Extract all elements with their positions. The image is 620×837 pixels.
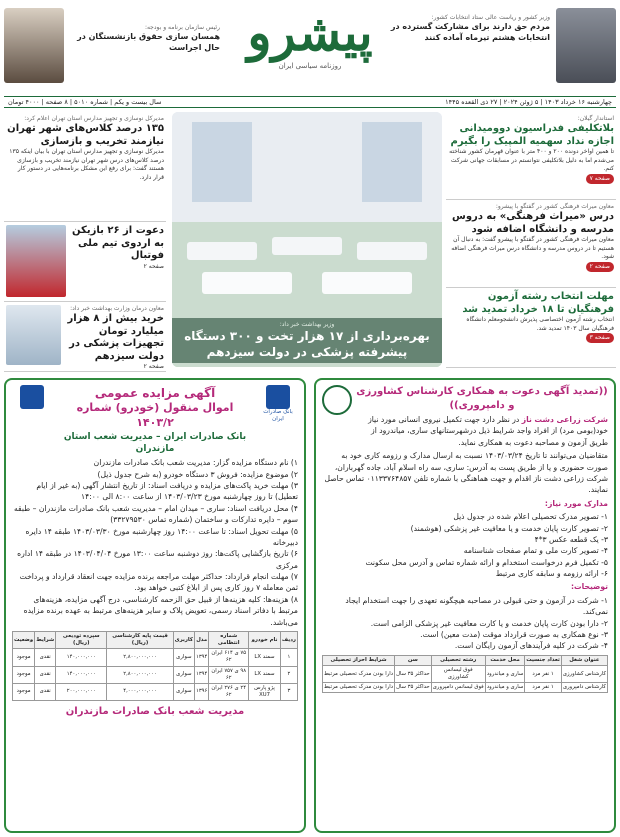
- vehicles-table: ردیف نام خودرو شماره انتظامی مدل کاربری قیمت پایه کارشناسی (ریال) سپرده تودیعی (ریال) شرایط وضعیت ۱ سمند LX ۷۵ ی ۶۱۴ ایران ۶۲ ۱۳۹۴ سواری ۲,۸۰۰,۰۰۰,۰۰۰ ۱۴۰,۰۰۰,۰۰۰ نقدی موجود ۲ سمند LX ۹۸ ی ۷۵۷ ایران ۶۲ ۱۳۹۴ سواری ۲,۸۰۰,۰۰۰,۰۰۰ ۱۴۰,۰۰۰,۰۰۰ نقدی موجود ۳ پژو پارس XU7 ۲۴ ی ۲۷۶ ایران ۶۲ ۱۳۹۶ سواری ۴,۰۰۰,۰۰۰,۰۰۰ ۲۰۰,۰۰۰,۰۰۰ نقدی موجود: [12, 631, 298, 701]
- notes-list: ۱- شرکت در آزمون و حتی قبولی در مصاحبه هیچگونه تعهدی را جهت استخدام ایجاد نمی‌کند. ۲- دارا بودن کارت پایان خدمت و یا کارت معافیت غیر پزشکی الزامی است. ۳- نوع همکاری به صورت قرارداد موقت (مدت معین) است. ۴- شرکت در کلیه فرآیندهای آزمون رایگان است.: [345, 595, 608, 651]
- main-headline: بهره‌برداری از ۱۷ هزار تخت و ۳۰۰ دستگاه پیشرفته پزشکی در دولت سیزدهم: [184, 329, 430, 359]
- page-badge: صفحه ۲: [586, 262, 614, 272]
- headline: خرید بیش از ۸ هزار میلیارد تومان تجهیزات پزشکی در دولت سیزدهم: [67, 313, 164, 362]
- center-caption[interactable]: وزیر بهداشت خبر داد: بهره‌برداری از ۱۷ هزار تخت و ۳۰۰ دستگاه پیشرفته پزشکی در دولت سیزدهم: [172, 318, 442, 363]
- news-item[interactable]: معاون درمان وزارت بهداشت خبر داد: خرید بیش از ۸ هزار میلیارد تومان تجهیزات پزشکی در دولت سیزدهم صفحه ۲: [4, 302, 166, 372]
- masthead-left-title: همسان سازی حقوق بازنشستگان در حال اجراست: [77, 32, 220, 52]
- auction-ad[interactable]: بانک صادرات ایران آگهی مزایده عمومی اموال منقول (خودرو) شماره ۱۴۰۳/۲ بانک صادرات ایران – مدیریت شعب استان مازندران ۱) نام دستگاه مزایده گزار: مدیریت شعب بانک صادرات مازندران ۲) موضوع مزایده: فروش ۳ دستگاه خودرو (به شرح جدول ذیل) ۳) مهلت خرید پاکت‌های مزایده و دریافت اسناد: از تاریخ انتشار آگهی (به غیر از ایام تعطیل) تا روز چهارشنبه مورخ ۱۴۰۳/۰۳/۲۳ از ساعت ۸:۰۰ الی ۱۴:۰۰ ۴) محل دریافت اسناد: ساری – میدان امام – مدیریت شعب بانک صادرات مازندران – طبقه سوم – دایره تدارکات و ساختمان (شماره تماس ۳۳۲۷۹۵۳۰) ۵) مهلت تحویل اسناد: تا ساعت ۱۴:۰۰ روز چهارشنبه مورخ ۱۴۰۳/۰۳/۳۰ طبقه ۱۴ دایره دبیرخانه ۶) تاریخ بازگشایی پاکت‌ها: روز دوشنبه ساعت ۱۳:۰۰ مورخ ۱۴۰۳/۰۴/۰۴ در طبقه ۱۴ اداره مرکزی ۷) مهلت انجام قرارداد: حداکثر مهلت مراجعه برنده مزایده جهت انعقاد قرارداد و پرداخت ثمن معامله ۷ روز کاری پس از ابلاغ کتبی خواهد بود. ۸) هزینه‌ها: کلیه هزینه‌ها از قبیل حق الزحمه کارشناسی، درج آگهی مزایده، هزینه‌های مرتبط با دفاتر اسناد رسمی، تعویض پلاک و سایر هزینه‌های مرتبط به عهده برنده مزایده می‌باشد. ردیف نام خودرو شماره انتظامی مدل کاربری قیمت پایه کارشناسی (ریال) سپرده تودیعی (ریال) شرایط وضعیت ۱ سمند LX ۷۵ ی ۶۱۴ ایران ۶۲ ۱۳۹۴ سواری ۲,۸۰۰,۰۰۰,۰۰۰ ۱۴۰,۰۰۰,۰۰۰ نقدی موجود ۲ سمند LX ۹۸ ی ۷۵۷ ایران ۶۲ ۱۳۹۴ سواری ۲,۸۰۰,۰۰۰,۰۰۰ ۱۴۰,۰۰۰,۰۰۰ نقدی موجود ۳ پژو پارس XU7 ۲۴ ی ۲۷۶ ایران ۶۲ ۱۳۹۶ سواری ۴,۰۰۰,۰۰۰,۰۰۰ ۲۰۰,۰۰۰,۰۰۰ نقدی موجود مدیریت شعب بانک صادرات مازندران: [4, 378, 306, 833]
- masthead-right-title: مردم حق دارند برای مشارکت گسترده در انتخابات هشتم تیرماه آماده کنند: [390, 22, 550, 42]
- masthead-right-kicker: وزیر کشور و ریاست عالی ستاد انتخابات کشور:: [431, 14, 550, 21]
- logo: [235, 4, 385, 84]
- news-item[interactable]: دعوت از ۲۶ بازیکن به اردوی تیم ملی فوتبال صفحه ۲: [4, 222, 166, 302]
- page-badge: صفحه ۷: [586, 174, 614, 184]
- bank-logo-icon: [20, 385, 44, 409]
- football-team-photo: [6, 225, 66, 297]
- company-name: شرکت زراعی دشت ناز: [521, 415, 608, 424]
- table-row: کارشناس دامپروری ۱ نفر مرد ساری و میاندرود فوق لیسانس دامپروری حداکثر ۳۵ سال دارا بودن مدرک تحصیلی مرتبط: [323, 683, 608, 693]
- issue-text: سال بیست و یکم | شماره ۵۰۱۰ | ۸ صفحه | ۴۰۰۰ تومان: [8, 97, 162, 106]
- masthead-left-kicker: رئیس سازمان برنامه و بودجه:: [144, 24, 220, 31]
- headline: بلاتکلیفی فدراسیون دوومیدانی اجازه نداد سهمیه المپیک را بگیرم: [450, 123, 614, 147]
- ad-title: آگهی مزایده عمومی: [94, 386, 216, 400]
- news-item[interactable]: مدیرکل نوسازی و تجهیز مدارس استان تهران اعلام کرد: ۱۳۵ درصد کلاس‌های شهر تهران نیازمند تخریب و بازسازی مدیرکل نوسازی و تجهیز مدارس استان تهران با بیان اینکه ۱۳۵ درصد کلاس‌های درس شهر تهران نیازمند تخریب و بازسازی هستند گفت: برای رفع این مشکل برنامه‌هایی در دستور کار قرار دارد.: [4, 112, 166, 222]
- news-item[interactable]: معاون میراث فرهنگی کشور در گفتگو با پیشرو: درس «میراث فرهنگی» به دروس مدرسه و دانشگاه اضافه شود معاون میراث فرهنگی کشور در گفتگو با پیشرو گفت: به دنبال آن هستیم تا در دروس مدرسه و دانشگاه درس میراث فرهنگی اضافه شود. صفحه ۲: [446, 200, 616, 288]
- headline: ۱۳۵ درصد کلاس‌های شهر تهران نیازمند تخریب و بازسازی: [7, 123, 164, 147]
- ad-footer: مدیریت شعب بانک صادرات مازندران: [65, 706, 245, 718]
- ad-title: ((تمدید آگهی دعوت به همکاری کارشناس کشاورزی و دامپروری)): [356, 386, 608, 411]
- date-text: چهارشنبه ۱۶ خرداد ۱۴۰۳ | ۵ ژوئن ۲۰۲۴ | ۲۷ ذی القعده ۱۴۴۵: [445, 97, 612, 106]
- table-row: ۲ سمند LX ۹۸ ی ۷۵۷ ایران ۶۲ ۱۳۹۴ سواری ۲,۸۰۰,۰۰۰,۰۰۰ ۱۴۰,۰۰۰,۰۰۰ نقدی موجود: [13, 666, 298, 683]
- logo-word: پیشرو: [247, 3, 373, 62]
- logo-subtitle: روزنامه سیاسی ایران: [278, 62, 342, 70]
- headline: مهلت انتخاب رشته آزمون فرهنگیان تا ۱۸ خرداد تمدید شد: [462, 291, 614, 315]
- bank-logo-icon: [266, 385, 290, 409]
- minister-photo: [556, 8, 616, 83]
- docs-list: ۱- تصویر مدرک تحصیلی اعلام شده در جدول ذیل ۲- تصویر کارت پایان خدمت و یا معافیت غیر پزشکی (هوشمند) ۳- یک قطعه عکس ۳*۴ ۴- تصویر کارت ملی و تمام صفحات شناسنامه ۵- تکمیل فرم درخواست استخدام و ارائه شماره تماس و آدرس محل سکونت ۶- ارائه رزومه و سابقه کاری مرتبط: [365, 512, 608, 579]
- dateline: [4, 96, 616, 108]
- table-row: کارشناس کشاورزی ۱ نفر مرد ساری و میاندرود فوق لیسانس کشاورزی حداکثر ۳۵ سال دارا بودن مدرک تحصیلی مرتبط: [323, 665, 608, 682]
- headline: دعوت از ۲۶ بازیکن به اردوی تیم ملی فوتبال: [72, 225, 164, 261]
- masthead: [0, 0, 620, 96]
- news-item[interactable]: استاندار گیلان: بلاتکلیفی فدراسیون دوومیدانی اجازه نداد سهمیه المپیک را بگیرم تا همین اواخر دونده ۲۰۰ و ۴۰۰ متر با عنوان قهرمان کشور شناخته می‌شدم اما به دلیل بلاتکلیفی نتوانستم در مسابقات جهانی شرکت کنم. صفحه ۷: [446, 112, 616, 200]
- page-badge: صفحه ۳: [586, 333, 614, 343]
- auction-items: ۱) نام دستگاه مزایده گزار: مدیریت شعب بانک صادرات مازندران ۲) موضوع مزایده: فروش ۳ دستگاه خودرو (به شرح جدول ذیل) ۳) مهلت خرید پاکت‌های مزایده و دریافت اسناد: از تاریخ انتشار آگهی (به غیر از ایام تعطیل) تا روز چهارشنبه مورخ ۱۴۰۳/۰۳/۲۳ از ساعت ۸:۰۰ الی ۱۴:۰۰ ۴) محل دریافت اسناد: ساری – میدان امام – مدیریت شعب بانک صادرات مازندران – طبقه سوم – دایره تدارکات و ساختمان (شماره تماس ۳۳۲۷۹۵۳۰) ۵) مهلت تحویل اسناد: تا ساعت ۱۴:۰۰ روز چهارشنبه مورخ ۱۴۰۳/۰۳/۳۰ طبقه ۱۴ دایره دبیرخانه ۶) تاریخ بازگشایی پاکت‌ها: روز دوشنبه ساعت ۱۳:۰۰ مورخ ۱۴۰۳/۰۴/۰۴ در طبقه ۱۴ اداره مرکزی ۷) مهلت انجام قرارداد: حداکثر مهلت مراجعه برنده مزایده جهت انعقاد قرارداد و پرداخت ثمن معامله ۷ روز کاری پس از ابلاغ کتبی خواهد بود. ۸) هزینه‌ها: کلیه هزینه‌ها از قبیل حق الزحمه کارشناسی، درج آگهی مزایده، هزینه‌های مرتبط با دفاتر اسناد رسمی، تعویض پلاک و سایر هزینه‌های مرتبط به عهده برنده مزایده می‌باشد.: [13, 458, 298, 627]
- company-logo: [322, 385, 352, 415]
- table-row: ۱ سمند LX ۷۵ ی ۶۱۴ ایران ۶۲ ۱۳۹۴ سواری ۲,۸۰۰,۰۰۰,۰۰۰ ۱۴۰,۰۰۰,۰۰۰ نقدی موجود: [13, 649, 298, 666]
- budget-chief-photo: [4, 8, 64, 83]
- table-row: ۳ پژو پارس XU7 ۲۴ ی ۲۷۶ ایران ۶۲ ۱۳۹۶ سواری ۴,۰۰۰,۰۰۰,۰۰۰ ۲۰۰,۰۰۰,۰۰۰ نقدی موجود: [13, 683, 298, 700]
- left-column: [4, 112, 166, 372]
- bank-name: بانک صادرات ایران: [263, 409, 293, 423]
- positions-table: عنوان شغل تعداد جنسیت محل خدمت رشته تحصیلی سن شرایط احراز تحصیلی کارشناس کشاورزی ۱ نفر مرد ساری و میاندرود فوق لیسانس کشاورزی حداکثر ۳۵ سال دارا بودن مدرک تحصیلی مرتبط کارشناس دامپروری ۱ نفر مرد ساری و میاندرود فوق لیسانس دامپروری حداکثر ۳۵ سال دارا بودن مدرک تحصیلی مرتبط: [322, 655, 608, 694]
- hiring-ad[interactable]: ((تمدید آگهی دعوت به همکاری کارشناس کشاورزی و دامپروری)) شرکت زراعی دشت ناز در نظر دارد جهت تکمیل نیروی انسانی مورد نیاز خود(بومی مرد) از افراد واجد شرایط ذیل درشهرستانهای ساری، میاندرود از طریق آزمون و مصاحبه دعوت به همکاری نماید. متقاضیان می‌توانند تا تاریخ ۱۴۰۳/۰۳/۲۴ نسبت به ارسال مدارک و رزومه کاری خود به صورت حضوری و یا از طریق پست به آدرس: ساری، سه راه اسلام آباد، جاده گهرباران، شرکت زراعی دشت ناز اقدام و جهت هماهنگی با شماره تلفن ۰۱۱۳۳۷۶۴۸۵۷ تماس حاصل نمایند. مدارک مورد نیاز: ۱- تصویر مدرک تحصیلی اعلام شده در جدول ذیل ۲- تصویر کارت پایان خدمت و یا معافیت غیر پزشکی (هوشمند) ۳- یک قطعه عکس ۳*۴ ۴- تصویر کارت ملی و تمام صفحات شناسنامه ۵- تکمیل فرم درخواست استخدام و ارائه شماره تماس و آدرس محل سکونت ۶- ارائه رزومه و سابقه کاری مرتبط توضیحات: ۱- شرکت در آزمون و حتی قبولی در مصاحبه هیچگونه تعهدی را جهت استخدام ایجاد نمی‌کند. ۲- دارا بودن کارت پایان خدمت و یا کارت معافیت غیر پزشکی الزامی است. ۳- نوع همکاری به صورت قرارداد موقت (مدت معین) است. ۴- شرکت در کلیه فرآیندهای آزمون رایگان است. عنوان شغل تعداد جنسیت محل خدمت رشته تحصیلی سن شرایط احراز تحصیلی کارشناس کشاورزی ۱ نفر مرد ساری و میاندرود فوق لیسانس کشاورزی حداکثر ۳۵ سال دارا بودن مدرک تحصیلی مرتبط کارشناس دامپروری ۱ نفر مرد ساری و میاندرود فوق لیسانس دامپروری حداکثر ۳۵ سال دارا بودن مدرک تحصیلی مرتبط: [314, 378, 616, 833]
- headline: درس «میراث فرهنگی» به دروس مدرسه و دانشگاه اضافه شود: [452, 211, 614, 235]
- right-column: [446, 112, 616, 368]
- news-item[interactable]: مهلت انتخاب رشته آزمون فرهنگیان تا ۱۸ خرداد تمدید شد انتخاب رشته آزمون اختصاصی پذیرش دانشجومعلم دانشگاه فرهنگیان سال ۱۴۰۳ تمدید شد. صفحه ۳: [446, 288, 616, 368]
- medical-equipment-photo: [6, 305, 61, 365]
